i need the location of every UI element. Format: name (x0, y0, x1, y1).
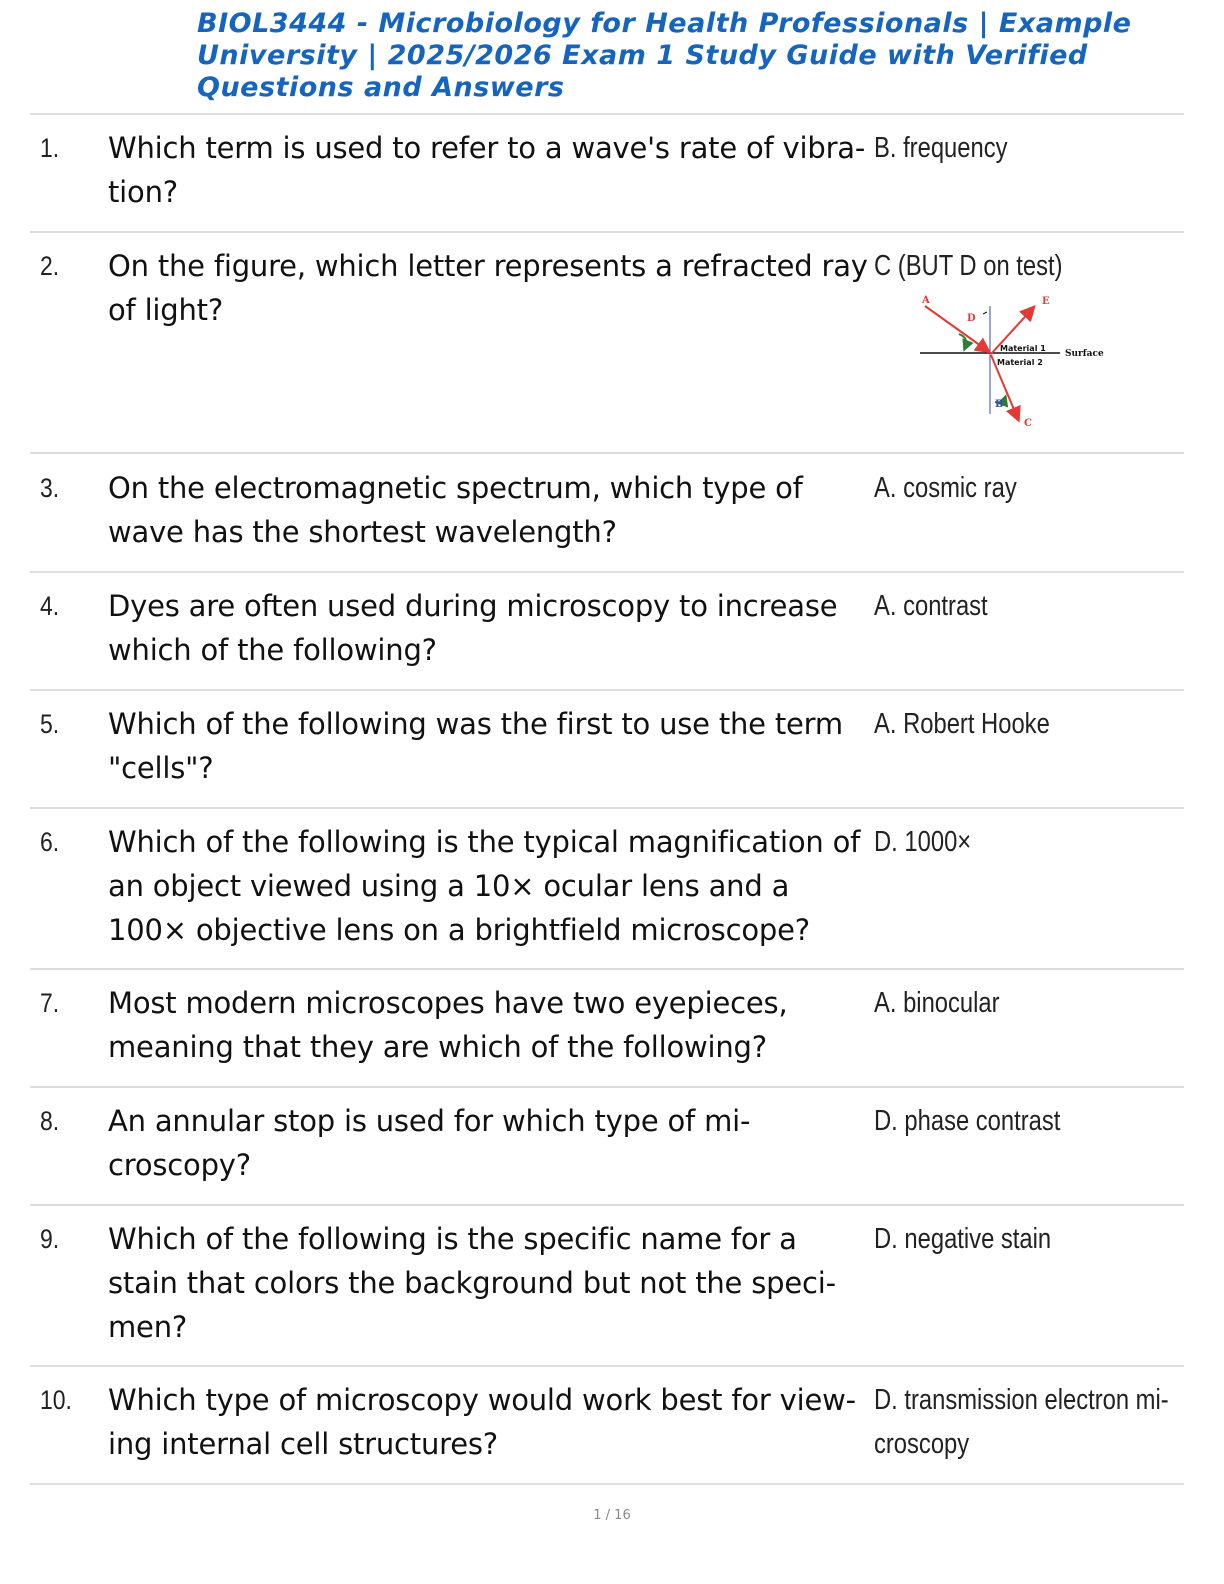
answer-text: C (BUT D on test) (874, 250, 1063, 282)
answer-text: A. contrast (874, 590, 988, 622)
divider (30, 1365, 1184, 1367)
answer-line: croscopy (874, 1428, 970, 1460)
answer-text: D. phase contrast (874, 1105, 1061, 1137)
question-number: 2. (40, 251, 60, 281)
question-text: Dyes are often used during microscopy to increase which of the following? (108, 589, 838, 667)
divider (30, 1204, 1184, 1206)
question-number: 1. (40, 133, 60, 163)
question-text: Which of the following is the specific name for a stain that colors the background but not the speci-men? (108, 1222, 836, 1344)
label-d: D (967, 313, 976, 324)
label-b: B (995, 399, 1004, 410)
question-text: On the electromagnetic spectrum, which type of wave has the shortest wavelength? (108, 471, 803, 549)
label-c: C (1024, 418, 1032, 429)
question-number: 8. (40, 1106, 60, 1136)
page-number: 1 / 16 (593, 1508, 631, 1523)
divider (30, 231, 1184, 233)
answer-text: D. negative stain (874, 1223, 1052, 1255)
answer-text: B. frequency (874, 132, 1008, 164)
divider (30, 1483, 1184, 1485)
answer-line: D. transmission electron mi- (874, 1384, 1169, 1416)
label-e: E (1042, 296, 1050, 307)
label-material-2: Material 2 (997, 358, 1043, 367)
angle-d-arc (959, 334, 966, 348)
label-material-1: Material 1 (1000, 344, 1046, 353)
divider (30, 807, 1184, 809)
divider (30, 689, 1184, 691)
divider (30, 1086, 1184, 1088)
question-number: 5. (40, 709, 60, 739)
divider (30, 968, 1184, 970)
question-number: 3. (40, 473, 60, 503)
divider (30, 452, 1184, 454)
question-text: Most modern microscopes have two eyepieces, meaning that they are which of the following? (108, 986, 788, 1064)
refraction-figure (915, 294, 1115, 434)
answer-text: A. Robert Hooke (874, 708, 1050, 740)
question-number: 6. (40, 827, 60, 857)
question-text: An annular stop is used for which type of mi-croscopy? (108, 1104, 751, 1182)
label-surface: Surface (1065, 349, 1104, 359)
question-number: 10. (40, 1385, 72, 1415)
question-number: 9. (40, 1224, 60, 1254)
divider (30, 113, 1184, 115)
divider (30, 571, 1184, 573)
question-text: Which of the following was the first to use the term "cells"? (108, 707, 843, 785)
document-title: BIOL3444 - Microbiology for Health Professionals | Example University | 2025/2026 Exam 1 Study Guide with Verified Questions and Answers (197, 8, 1132, 103)
question-number: 4. (40, 591, 60, 621)
ray-a (925, 306, 988, 351)
answer-text: D. 1000× (874, 826, 972, 858)
question-text: On the figure, which letter represents a refracted ray of light? (108, 249, 868, 327)
answer-text: A. binocular (874, 987, 1000, 1019)
answer-text: A. cosmic ray (874, 472, 1017, 504)
question-number: 7. (40, 988, 60, 1018)
answer-text (874, 1378, 1169, 1466)
label-a: A (922, 295, 930, 306)
question-text: Which type of microscopy would work best for view-ing internal cell structures? (108, 1383, 856, 1461)
question-text: Which term is used to refer to a wave's rate of vibra-tion? (108, 131, 866, 209)
question-text: Which of the following is the typical magnification of an object viewed using a 10× ocular lens and a 100× objective lens on a brightfield microscope? (108, 825, 861, 947)
